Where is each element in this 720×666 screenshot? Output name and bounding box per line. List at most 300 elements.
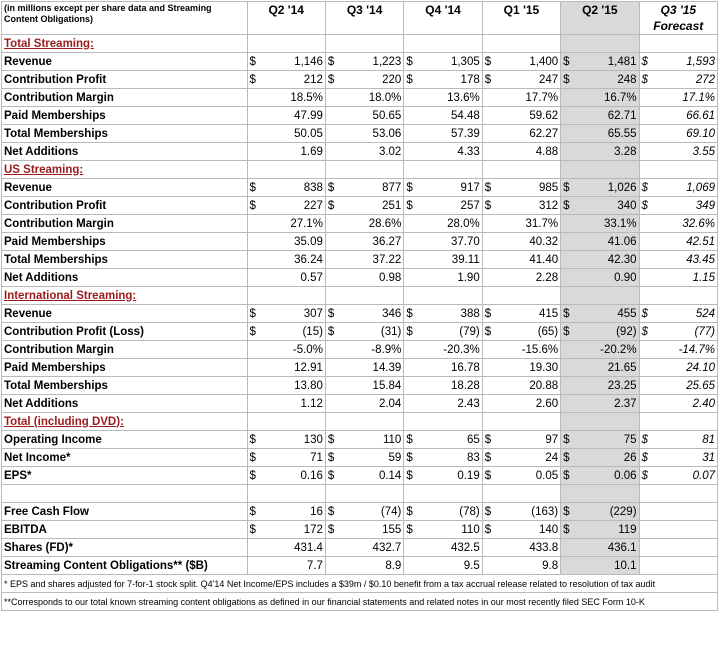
row-label: Paid Memberships: [2, 107, 248, 125]
currency-sign: [404, 341, 417, 359]
value-cell: 312: [496, 197, 561, 215]
value-cell: 41.06: [574, 233, 639, 251]
currency-sign: [404, 395, 417, 413]
value-cell: 524: [652, 305, 717, 323]
currency-sign: [404, 269, 417, 287]
currency-sign: $: [561, 467, 574, 485]
currency-sign: $: [325, 71, 338, 89]
value-cell: (74): [339, 503, 404, 521]
value-cell: 97: [496, 431, 561, 449]
value-cell: 7.7: [260, 557, 325, 575]
currency-sign: $: [247, 179, 260, 197]
currency-sign: [561, 269, 574, 287]
row-label: Total Memberships: [2, 125, 248, 143]
value-cell: 12.91: [260, 359, 325, 377]
currency-sign: $: [639, 431, 652, 449]
value-cell: 36.24: [260, 251, 325, 269]
currency-sign: $: [404, 323, 417, 341]
value-cell: 251: [339, 197, 404, 215]
currency-sign: [639, 539, 652, 557]
empty-cell: [561, 485, 639, 503]
currency-sign: [404, 539, 417, 557]
empty-cell: [325, 161, 403, 179]
currency-sign: $: [639, 197, 652, 215]
currency-sign: [482, 233, 495, 251]
value-cell: 247: [496, 71, 561, 89]
currency-sign: [325, 359, 338, 377]
currency-sign: $: [639, 53, 652, 71]
currency-sign: $: [325, 323, 338, 341]
value-cell: 9.5: [417, 557, 482, 575]
period-label: Q3 '14: [346, 3, 383, 17]
row-label: Paid Memberships: [2, 233, 248, 251]
empty-cell: [482, 287, 560, 305]
currency-sign: $: [325, 197, 338, 215]
spacer-row: [2, 485, 718, 503]
value-cell: -8.9%: [339, 341, 404, 359]
row-label: Operating Income: [2, 431, 248, 449]
row-label: EBITDA: [2, 521, 248, 539]
currency-sign: $: [561, 323, 574, 341]
table-row-free-cash-flow: [2, 503, 718, 521]
row-label: Contribution Profit: [2, 197, 248, 215]
value-cell: 432.7: [339, 539, 404, 557]
currency-sign: $: [247, 305, 260, 323]
empty-cell: [325, 413, 403, 431]
currency-sign: $: [561, 449, 574, 467]
value-cell: 8.9: [339, 557, 404, 575]
value-cell: 1.15: [652, 269, 717, 287]
value-cell: 41.40: [496, 251, 561, 269]
value-cell: 119: [574, 521, 639, 539]
value-cell: 1,223: [339, 53, 404, 71]
value-cell: 31.7%: [496, 215, 561, 233]
currency-sign: [639, 107, 652, 125]
value-cell: -20.2%: [574, 341, 639, 359]
table-row-net-income: [2, 449, 718, 467]
value-cell: 42.51: [652, 233, 717, 251]
row-label: Contribution Profit (Loss): [2, 323, 248, 341]
currency-sign: [247, 251, 260, 269]
footnote: **Corresponds to our total known streaming content obligations as defined in our financial statements and related notes in our most recently filed SEC Form 10-K: [2, 593, 718, 611]
header-row: [2, 2, 718, 35]
table-row-contribution-profit: [2, 197, 718, 215]
value-cell: 50.05: [260, 125, 325, 143]
row-label: Contribution Margin: [2, 215, 248, 233]
row-label: Total Memberships: [2, 251, 248, 269]
currency-sign: [404, 251, 417, 269]
value-cell: 3.55: [652, 143, 717, 161]
value-cell: 16: [260, 503, 325, 521]
value-cell: 2.43: [417, 395, 482, 413]
value-cell: -5.0%: [260, 341, 325, 359]
value-cell: 415: [496, 305, 561, 323]
currency-sign: [404, 359, 417, 377]
currency-sign: [482, 341, 495, 359]
value-cell: 985: [496, 179, 561, 197]
currency-sign: [639, 395, 652, 413]
currency-sign: [325, 341, 338, 359]
value-cell: 172: [260, 521, 325, 539]
currency-sign: [639, 143, 652, 161]
currency-sign: [482, 215, 495, 233]
value-cell: 17.1%: [652, 89, 717, 107]
value-cell: 71: [260, 449, 325, 467]
footnote-row: [2, 575, 718, 593]
currency-sign: [247, 557, 260, 575]
footnote: * EPS and shares adjusted for 7-for-1 stock split. Q4'14 Net Income/EPS includes a $39m / $0.10 benefit from a tax accrual release related to resolution of tax audit: [2, 575, 718, 593]
column-header-q1-15: [482, 2, 560, 35]
value-cell: 20.88: [496, 377, 561, 395]
currency-sign: [247, 107, 260, 125]
empty-cell: [561, 287, 639, 305]
currency-sign: $: [482, 53, 495, 71]
currency-sign: $: [639, 305, 652, 323]
period-label: Q3 '15: [660, 3, 697, 17]
currency-sign: $: [482, 467, 495, 485]
currency-sign: [561, 359, 574, 377]
currency-sign: [482, 395, 495, 413]
value-cell: 59.62: [496, 107, 561, 125]
value-cell: 18.5%: [260, 89, 325, 107]
value-cell: (77): [652, 323, 717, 341]
empty-cell: [404, 413, 482, 431]
value-cell: 917: [417, 179, 482, 197]
row-label: Net Additions: [2, 269, 248, 287]
value-cell: 1.69: [260, 143, 325, 161]
currency-sign: $: [247, 521, 260, 539]
value-cell: 110: [339, 431, 404, 449]
value-cell: 65.55: [574, 125, 639, 143]
currency-sign: [404, 125, 417, 143]
value-cell: 130: [260, 431, 325, 449]
currency-sign: $: [247, 449, 260, 467]
section-title: International Streaming:: [2, 287, 248, 305]
section-title: Total Streaming:: [2, 35, 248, 53]
currency-sign: [482, 269, 495, 287]
value-cell: 28.0%: [417, 215, 482, 233]
currency-sign: $: [325, 431, 338, 449]
currency-sign: $: [482, 179, 495, 197]
value-cell: 13.6%: [417, 89, 482, 107]
currency-sign: $: [482, 449, 495, 467]
currency-sign: $: [561, 53, 574, 71]
table-row-total-memberships: [2, 377, 718, 395]
value-cell: 436.1: [574, 539, 639, 557]
empty-cell: [639, 161, 717, 179]
value-cell: 39.11: [417, 251, 482, 269]
currency-sign: [639, 233, 652, 251]
section-header-row: [2, 35, 718, 53]
currency-sign: $: [404, 53, 417, 71]
value-cell: 1,069: [652, 179, 717, 197]
empty-cell: [639, 413, 717, 431]
table-row-contribution-margin: [2, 341, 718, 359]
value-cell: 432.5: [417, 539, 482, 557]
currency-sign: $: [482, 197, 495, 215]
currency-sign: $: [639, 179, 652, 197]
currency-sign: [639, 521, 652, 539]
currency-sign: $: [561, 71, 574, 89]
value-cell: 42.30: [574, 251, 639, 269]
value-cell: 10.1: [574, 557, 639, 575]
value-cell: 37.22: [339, 251, 404, 269]
value-cell: 2.37: [574, 395, 639, 413]
value-cell: 220: [339, 71, 404, 89]
currency-sign: $: [482, 431, 495, 449]
row-label: Contribution Margin: [2, 341, 248, 359]
currency-sign: [561, 233, 574, 251]
table-row-paid-memberships: [2, 359, 718, 377]
value-cell: 4.88: [496, 143, 561, 161]
row-label: Contribution Margin: [2, 89, 248, 107]
empty-cell: [247, 287, 325, 305]
currency-sign: [639, 377, 652, 395]
empty-cell: [639, 287, 717, 305]
currency-sign: [325, 557, 338, 575]
currency-sign: [561, 557, 574, 575]
currency-sign: [325, 251, 338, 269]
value-cell: 36.27: [339, 233, 404, 251]
value-cell: 2.40: [652, 395, 717, 413]
currency-sign: [639, 503, 652, 521]
empty-cell: [325, 287, 403, 305]
currency-sign: $: [325, 179, 338, 197]
currency-sign: $: [404, 521, 417, 539]
value-cell: 0.98: [339, 269, 404, 287]
value-cell: 0.57: [260, 269, 325, 287]
currency-sign: [247, 341, 260, 359]
currency-sign: [561, 539, 574, 557]
currency-sign: [404, 89, 417, 107]
value-cell: 47.99: [260, 107, 325, 125]
empty-cell: [561, 35, 639, 53]
value-cell: 0.14: [339, 467, 404, 485]
value-cell: (229): [574, 503, 639, 521]
table-row-ebitda: [2, 521, 718, 539]
currency-sign: [325, 215, 338, 233]
row-label: Revenue: [2, 179, 248, 197]
value-cell: [652, 521, 717, 539]
currency-sign: [247, 359, 260, 377]
currency-sign: [482, 125, 495, 143]
value-cell: 24: [496, 449, 561, 467]
value-cell: 0.16: [260, 467, 325, 485]
value-cell: 155: [339, 521, 404, 539]
currency-sign: $: [639, 323, 652, 341]
column-header-q3-15: [639, 2, 717, 35]
value-cell: 16.78: [417, 359, 482, 377]
currency-sign: $: [639, 71, 652, 89]
value-cell: 346: [339, 305, 404, 323]
currency-sign: $: [404, 449, 417, 467]
currency-sign: [325, 539, 338, 557]
empty-cell: [404, 287, 482, 305]
section-title: US Streaming:: [2, 161, 248, 179]
value-cell: 18.0%: [339, 89, 404, 107]
value-cell: 0.90: [574, 269, 639, 287]
value-cell: 62.71: [574, 107, 639, 125]
currency-sign: $: [404, 431, 417, 449]
row-label: Revenue: [2, 53, 248, 71]
table-row-streaming-content-obligations-b: [2, 557, 718, 575]
currency-sign: [639, 341, 652, 359]
table-row-net-additions: [2, 143, 718, 161]
currency-sign: [561, 215, 574, 233]
currency-sign: [482, 107, 495, 125]
empty-cell: [482, 413, 560, 431]
value-cell: 1,481: [574, 53, 639, 71]
value-cell: 433.8: [496, 539, 561, 557]
value-cell: 0.07: [652, 467, 717, 485]
table-row-revenue: [2, 179, 718, 197]
empty-cell: [325, 35, 403, 53]
value-cell: (31): [339, 323, 404, 341]
currency-sign: $: [404, 467, 417, 485]
currency-sign: $: [482, 71, 495, 89]
value-cell: -14.7%: [652, 341, 717, 359]
currency-sign: [561, 143, 574, 161]
value-cell: 57.39: [417, 125, 482, 143]
currency-sign: [247, 89, 260, 107]
empty-cell: [404, 161, 482, 179]
currency-sign: $: [404, 503, 417, 521]
currency-sign: [561, 341, 574, 359]
column-header-q2-14: [247, 2, 325, 35]
value-cell: 4.33: [417, 143, 482, 161]
currency-sign: $: [561, 431, 574, 449]
table-row-total-memberships: [2, 125, 718, 143]
section-header-row: [2, 413, 718, 431]
section-header-row: [2, 161, 718, 179]
value-cell: 1.90: [417, 269, 482, 287]
currency-sign: [639, 89, 652, 107]
table-row-paid-memberships: [2, 233, 718, 251]
value-cell: 54.48: [417, 107, 482, 125]
empty-cell: [325, 485, 403, 503]
currency-sign: $: [404, 197, 417, 215]
currency-sign: $: [561, 179, 574, 197]
currency-sign: [404, 215, 417, 233]
value-cell: 2.04: [339, 395, 404, 413]
row-label: Total Memberships: [2, 377, 248, 395]
row-label: Free Cash Flow: [2, 503, 248, 521]
value-cell: 18.28: [417, 377, 482, 395]
currency-sign: [482, 251, 495, 269]
currency-sign: $: [561, 503, 574, 521]
value-cell: 388: [417, 305, 482, 323]
currency-sign: [482, 143, 495, 161]
value-cell: 32.6%: [652, 215, 717, 233]
units-note: (in millions except per share data and Streaming Content Obligations): [2, 2, 248, 35]
value-cell: 1,146: [260, 53, 325, 71]
currency-sign: $: [325, 467, 338, 485]
column-header-q3-14: [325, 2, 403, 35]
currency-sign: $: [482, 521, 495, 539]
currency-sign: $: [561, 521, 574, 539]
empty-cell: [247, 413, 325, 431]
table-row-paid-memberships: [2, 107, 718, 125]
value-cell: 59: [339, 449, 404, 467]
period-label: Q2 '15: [582, 3, 618, 17]
value-cell: [652, 503, 717, 521]
currency-sign: [325, 89, 338, 107]
currency-sign: [325, 143, 338, 161]
currency-sign: [639, 125, 652, 143]
value-cell: 0.19: [417, 467, 482, 485]
empty-cell: [639, 35, 717, 53]
value-cell: 257: [417, 197, 482, 215]
row-label: Net Additions: [2, 143, 248, 161]
currency-sign: [404, 377, 417, 395]
currency-sign: [247, 539, 260, 557]
value-cell: (65): [496, 323, 561, 341]
value-cell: 140: [496, 521, 561, 539]
row-label: Paid Memberships: [2, 359, 248, 377]
value-cell: 31: [652, 449, 717, 467]
value-cell: 50.65: [339, 107, 404, 125]
value-cell: 0.05: [496, 467, 561, 485]
value-cell: 33.1%: [574, 215, 639, 233]
empty-cell: [561, 161, 639, 179]
value-cell: [652, 539, 717, 557]
value-cell: 2.28: [496, 269, 561, 287]
currency-sign: [404, 143, 417, 161]
empty-cell: [404, 35, 482, 53]
currency-sign: $: [247, 197, 260, 215]
value-cell: 62.27: [496, 125, 561, 143]
currency-sign: $: [325, 53, 338, 71]
currency-sign: [404, 233, 417, 251]
currency-sign: [639, 557, 652, 575]
value-cell: 0.06: [574, 467, 639, 485]
value-cell: 178: [417, 71, 482, 89]
empty-cell: [482, 161, 560, 179]
currency-sign: $: [482, 503, 495, 521]
currency-sign: $: [404, 71, 417, 89]
value-cell: 75: [574, 431, 639, 449]
currency-sign: $: [482, 323, 495, 341]
currency-sign: [247, 395, 260, 413]
currency-sign: [325, 233, 338, 251]
value-cell: 24.10: [652, 359, 717, 377]
table-row-operating-income: [2, 431, 718, 449]
empty-cell: [2, 485, 248, 503]
table-row-revenue: [2, 305, 718, 323]
currency-sign: $: [325, 305, 338, 323]
currency-sign: [404, 107, 417, 125]
value-cell: 3.28: [574, 143, 639, 161]
currency-sign: $: [325, 449, 338, 467]
value-cell: 28.6%: [339, 215, 404, 233]
currency-sign: $: [561, 305, 574, 323]
currency-sign: $: [325, 521, 338, 539]
value-cell: 9.8: [496, 557, 561, 575]
currency-sign: $: [247, 503, 260, 521]
row-label: EPS*: [2, 467, 248, 485]
value-cell: 17.7%: [496, 89, 561, 107]
currency-sign: [247, 269, 260, 287]
value-cell: (79): [417, 323, 482, 341]
empty-cell: [404, 485, 482, 503]
value-cell: 16.7%: [574, 89, 639, 107]
empty-cell: [247, 161, 325, 179]
currency-sign: [482, 89, 495, 107]
value-cell: 248: [574, 71, 639, 89]
currency-sign: [482, 377, 495, 395]
period-label: Q2 '14: [268, 3, 304, 17]
footnote-row: [2, 593, 718, 611]
